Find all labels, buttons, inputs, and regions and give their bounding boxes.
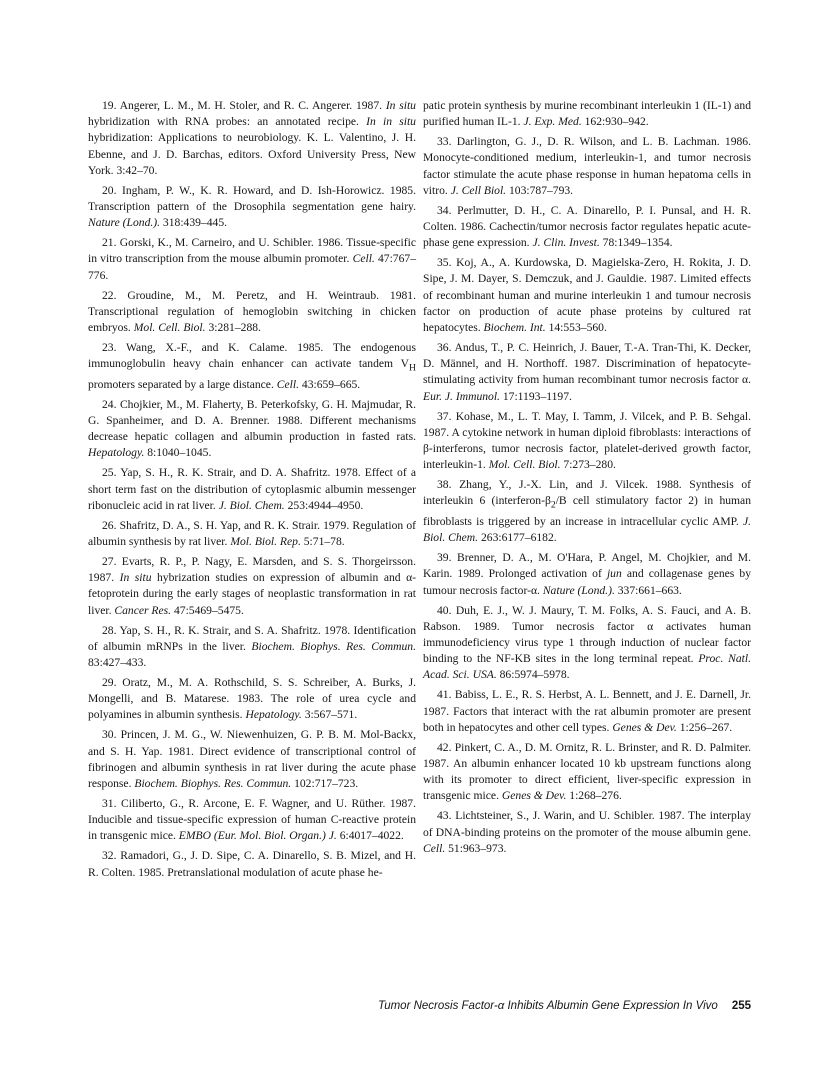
reference-number: 25. <box>102 466 117 480</box>
reference-text: 8:1040–1045. <box>144 446 212 460</box>
reference-italic-text: Mol. Cell. Biol. <box>488 458 561 472</box>
reference-entry <box>88 235 416 284</box>
reference-italic-text: Hepatology. <box>245 708 302 722</box>
reference-italic-text: In situ <box>385 99 416 112</box>
reference-italic-text: Cancer Res. <box>114 603 172 617</box>
reference-entry <box>88 288 416 337</box>
reference-italic-text: Genes & Dev. <box>501 789 567 803</box>
reference-number: 23. <box>102 341 117 355</box>
reference-italic-text: Mol. Cell. Biol. <box>133 321 206 335</box>
reference-number: 22. <box>102 288 117 302</box>
reference-text: patic protein synthesis by murine recombinant interleukin 1 (IL-1) and purified human IL-1. <box>423 99 751 129</box>
reference-italic-text: Biochem. Biophys. Res. Commun. <box>134 777 292 790</box>
reference-number: 42. <box>437 740 452 754</box>
reference-text: 2 <box>550 499 556 511</box>
references-right-column <box>423 98 751 861</box>
reference-number: 38. <box>437 478 452 492</box>
reference-number: 28. <box>102 623 117 637</box>
reference-number: 39. <box>437 551 452 565</box>
reference-text: hybridization with RNA probes: an annotated recipe. <box>88 115 367 129</box>
reference-text: hybridization: Applications to neurobiology. K. L. Valentino, J. H. Ebenne, and J. D. Barchas, editors. Oxford University Press, New York. 3:42–70. <box>88 131 416 177</box>
reference-text: Yap, S. H., R. K. Strair, and D. A. Shafritz. 1978. Effect of a short term fast on the distribution of cytoplasmic albumin messenger ribonucleic acid in rat liver. <box>88 466 416 512</box>
reference-italic-text: J. Biol. Chem. <box>218 498 285 512</box>
reference-text: Shafritz, D. A., S. H. Yap, and R. K. Strair. 1979. Regulation of albumin synthesis by rat liver. <box>88 518 416 548</box>
reference-text: 337:661–663. <box>614 583 682 597</box>
reference-entry <box>423 203 751 252</box>
reference-text: Yap, S. H., R. K. Strair, and S. A. Shafritz. 1978. Identification of albumin mRNPs in the liver. <box>88 623 416 653</box>
reference-text: Andus, T., P. C. Heinrich, J. Bauer, T.-A. Tran-Thi, K. Decker, D. Männel, and H. Northoff. 1987. Discrimination of hepatocyte-stimulating activity from human recombinant tumor necrosis factor α. <box>423 341 751 387</box>
reference-text: Angerer, L. M., M. H. Stoler, and R. C. Angerer. 1987. <box>119 99 386 112</box>
reference-number: 34. <box>437 203 452 217</box>
reference-entry <box>423 808 751 857</box>
reference-entry <box>88 98 416 179</box>
reference-entry <box>423 740 751 805</box>
reference-text: 318:439–445. <box>160 216 228 230</box>
reference-entry <box>423 134 751 199</box>
reference-number: 30. <box>102 728 117 742</box>
reference-entry <box>88 675 416 724</box>
reference-entry <box>88 623 416 672</box>
reference-number: 24. <box>102 397 117 411</box>
reference-entry <box>88 727 416 792</box>
reference-text: 5:71–78. <box>300 534 345 548</box>
reference-text: 6:4017–4022. <box>336 829 404 843</box>
reference-text: Perlmutter, D. H., C. A. Dinarello, P. I. Punsal, and H. R. Colten. 1986. Cachectin/tumor necrosis factor regulates hepatic acute-phase gene expression. <box>423 203 751 250</box>
reference-text: 103:787–793. <box>506 183 574 197</box>
reference-italic-text: EMBO (Eur. Mol. Biol. Organ.) J. <box>178 829 337 843</box>
reference-entry <box>423 687 751 736</box>
reference-italic-text: Nature (Lond.). <box>88 216 161 230</box>
reference-text: 1:256–267. <box>676 720 733 734</box>
reference-text: 14:553–560. <box>545 321 607 335</box>
reference-text: Gorski, K., M. Carneiro, and U. Schibler. 1986. Tissue-specific in vitro transcription from the mouse albumin promoter. <box>88 236 416 266</box>
reference-text: Brenner, D. A., M. O'Hara, P. Angel, M. Chojkier, and M. Karin. 1989. Prolonged activation of <box>423 551 751 581</box>
reference-entry <box>423 98 751 130</box>
reference-text: Ingham, P. W., K. R. Howard, and D. Ish-Horowicz. 1985. Transcription pattern of the Drosophila segmentation gene hairy. <box>88 183 416 214</box>
reference-text: 43:659–665. <box>299 377 361 391</box>
reference-number: 26. <box>102 518 117 532</box>
reference-text: 3:281–288. <box>205 321 261 335</box>
reference-entry <box>423 477 751 546</box>
reference-text: Zhang, Y., J.-X. Lin, and J. Vilcek. 1988. Synthesis of interleukin 6 (interferon-β <box>423 478 751 508</box>
reference-text: 47:5469–5475. <box>171 603 244 617</box>
reference-text: Chojkier, M., M. Flaherty, B. Peterkofsky, G. H. Majmudar, R. G. Spanheimer, and D. A. Brenner. 1988. Different mechanisms decrease hepatic collagen and albumin production in fasted rats. <box>88 397 416 444</box>
reference-text: 162:930–942. <box>581 115 649 129</box>
reference-italic-text: Genes & Dev. <box>612 720 677 734</box>
reference-text: 47:767–776. <box>88 252 416 282</box>
reference-number: 37. <box>437 409 452 423</box>
reference-text: Pinkert, C. A., D. M. Ornitz, R. L. Brinster, and R. D. Palmiter. 1987. An albumin enhancer located 10 kb upstream functions along with its promoter to direct efficient, liver-specific expression in transgenic mice. <box>423 740 751 803</box>
reference-number: 21. <box>102 236 117 250</box>
reference-entry <box>88 796 416 845</box>
reference-number: 19. <box>102 99 117 112</box>
reference-number: 27. <box>102 554 117 568</box>
reference-text: promoters separated by a large distance. <box>88 377 277 391</box>
reference-text: Oratz, M., M. A. Rothschild, S. S. Schreiber, A. Burks, J. Mongelli, and B. Matarese. 1983. The role of urea cycle and polyamines in albumin synthesis. <box>88 675 416 722</box>
reference-text: 263:6177–6182. <box>478 531 557 545</box>
reference-text: 253:4944–4950. <box>284 498 364 512</box>
reference-text: Wang, X.-F., and K. Calame. 1985. The endogenous immunoglobulin heavy chain enhancer can activate tandem V <box>88 341 416 371</box>
reference-text: 78:1349–1354. <box>599 236 673 250</box>
reference-text: Kohase, M., L. T. May, I. Tamm, J. Vilcek, and P. B. Sehgal. 1987. A cytokine network in human diploid fibroblasts: interactions of β-interferons, tumor necrosis factor, platelet-derived growth factor, interleukin-1. <box>423 409 751 472</box>
reference-number: 31. <box>102 797 117 810</box>
reference-number: 29. <box>102 675 117 689</box>
reference-italic-text: Biochem. Int. <box>483 321 546 335</box>
reference-entry <box>423 255 751 336</box>
reference-text: 86:5974–5978. <box>496 668 570 682</box>
reference-text: Ciliberto, G., R. Arcone, E. F. Wagner, and U. Rüther. 1987. Inducible and tissue-specific expression of human C-reactive protein in transgenic mice. <box>88 797 416 843</box>
reference-text: Darlington, G. J., D. R. Wilson, and L. B. Lachman. 1986. Monocyte-conditioned medium, interleukin-1, and tumor necrosis factor stimulate the acute phase response in human hepatoma cells in vitro. <box>423 135 751 197</box>
reference-entry <box>88 340 416 393</box>
reference-entry <box>423 603 751 684</box>
reference-number: 43. <box>437 809 452 823</box>
reference-italic-text: Hepatology. <box>88 446 145 460</box>
reference-entry <box>88 465 416 514</box>
reference-text: Babiss, L. E., R. S. Herbst, A. L. Bennett, and J. E. Darnell, Jr. 1987. Factors that interact with the rat albumin promoter are present both in hepatocytes and other cell types. <box>423 688 751 734</box>
reference-text: /B cell stimulatory factor 2) in human fibroblasts is triggered by an increase in intracellular cyclic AMP. <box>423 494 751 528</box>
reference-text: H <box>409 362 416 374</box>
reference-italic-text: Cell. <box>352 252 375 266</box>
reference-number: 41. <box>437 688 452 702</box>
reference-italic-text: In situ <box>119 571 152 585</box>
reference-text: 83:427–433. <box>88 655 147 669</box>
reference-italic-text: Nature (Lond.). <box>542 583 615 597</box>
reference-italic-text: jun <box>606 567 622 581</box>
reference-italic-text: In in situ <box>366 115 416 129</box>
reference-italic-text: Eur. J. Immunol. <box>423 389 500 403</box>
reference-italic-text: Proc. Natl. Acad. Sci. USA. <box>423 652 751 682</box>
reference-text: Princen, J. M. G., W. Niewenhuizen, G. P. B. M. Mol-Backx, and S. H. Yap. 1981. Direct evidence of transcriptional control of fibrinogen and albumin synthesis in rat liver during the acute phase response. <box>88 728 416 790</box>
reference-text: Ramadori, G., J. D. Sipe, C. A. Dinarello, S. B. Mizel, and H. R. Colten. 1985. Pretranslational modulation of acute phase he- <box>88 849 416 879</box>
reference-number: 36. <box>437 341 452 355</box>
reference-number: 40. <box>437 603 452 617</box>
page-number: 255 <box>731 1000 751 1012</box>
reference-text: Lichtsteiner, S., J. Warin, and U. Schibler. 1987. The interplay of DNA-binding proteins on the promoter of the mouse albumin gene. <box>423 809 751 839</box>
reference-text: Koj, A., A. Kurdowska, D. Magielska-Zero, H. Rokita, J. D. Sipe, J. M. Dayer, S. Demczuk, and J. Gauldie. 1987. Limited effects of recombinant human and murine interleukin 1 and tumour necrosis factor on production of acute phase proteins by cultured rat hepatocytes. <box>423 256 751 335</box>
reference-italic-text: Biochem. Biophys. Res. Commun. <box>251 639 416 653</box>
reference-text: Evarts, R. P., P. Nagy, E. Marsden, and S. S. Thorgeirsson. 1987. <box>88 554 416 585</box>
reference-text: and collagenase genes by tumour necrosis factor-α. <box>423 567 751 597</box>
reference-text: Groudine, M., M. Peretz, and H. Weintraub. 1981. Transcriptional regulation of hemoglobin switching in chicken embryos. <box>88 288 416 335</box>
reference-italic-text: J. Biol. Chem. <box>423 514 751 545</box>
reference-text: 7:273–280. <box>560 458 616 472</box>
reference-text: 17:1193–1197. <box>499 389 572 403</box>
page-footer <box>88 1000 751 1012</box>
reference-entry <box>88 397 416 462</box>
reference-italic-text: J. Exp. Med. <box>523 115 582 129</box>
reference-text: hybrization studies on expression of albumin and α-fetoprotein during the early stages of neoplastic transformation in rat liver. <box>88 571 417 617</box>
reference-entry <box>423 409 751 474</box>
reference-entry <box>423 550 751 599</box>
reference-italic-text: Mol. Biol. Rep. <box>230 534 301 548</box>
reference-number: 32. <box>102 849 117 863</box>
reference-text: 1:268–276. <box>566 789 622 803</box>
running-title: Tumor Necrosis Factor-α Inhibits Albumin Gene Expression In Vivo <box>378 1000 718 1012</box>
reference-entry <box>88 554 416 619</box>
reference-entry <box>88 848 416 880</box>
reference-number: 35. <box>437 256 452 270</box>
reference-entry <box>88 183 416 232</box>
reference-text: Duh, E. J., W. J. Maury, T. M. Folks, A. S. Fauci, and A. B. Rabson. 1989. Tumor necrosis factor α activates human immunodeficiency virus type 1 through induction of nuclear factor binding to the NF-KB sites in the long terminal repeat. <box>423 603 751 666</box>
reference-text: 3:567–571. <box>301 708 358 722</box>
reference-text: 51:963–973. <box>445 841 507 855</box>
reference-italic-text: J. Clin. Invest. <box>532 236 600 250</box>
reference-italic-text: J. Cell Biol. <box>450 183 507 197</box>
reference-entry <box>88 518 416 550</box>
reference-text: 102:717–723. <box>291 777 359 790</box>
reference-number: 20. <box>102 183 117 197</box>
references-left-column <box>88 98 416 885</box>
reference-number: 33. <box>437 135 452 149</box>
reference-entry <box>423 340 751 405</box>
reference-italic-text: Cell. <box>276 377 299 391</box>
reference-italic-text: Cell. <box>423 841 446 855</box>
